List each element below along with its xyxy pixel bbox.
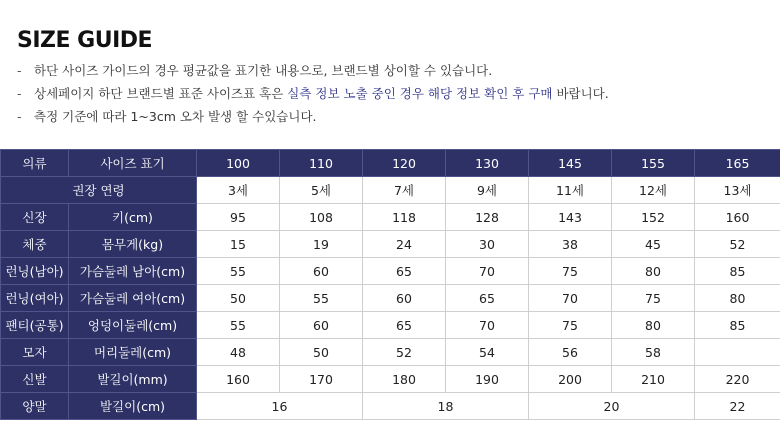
row-category-cell: 팬티(공통)	[1, 312, 69, 339]
table-cell: 3세	[197, 177, 280, 204]
note-highlight: 실측 정보 노출 중인 경우 해당 정보 확인 후 구매	[287, 86, 553, 101]
table-cell: 15	[197, 231, 280, 258]
row-measure-cell: 가슴둘레 여아(cm)	[69, 285, 197, 312]
table-cell: 70	[446, 312, 529, 339]
header-cell-size: 120	[363, 150, 446, 177]
size-table	[0, 149, 780, 420]
table-cell: 85	[695, 258, 780, 285]
note-dash: -	[17, 109, 22, 124]
note-text: 측정 기준에 따라 1~3cm 오차 발생 할 수있습니다.	[34, 109, 317, 124]
table-cell: 38	[529, 231, 612, 258]
table-cell: 20	[529, 393, 695, 420]
table-cell: 108	[280, 204, 363, 231]
table-cell: 5세	[280, 177, 363, 204]
table-cell: 60	[363, 285, 446, 312]
table-row	[1, 312, 780, 339]
table-cell: 30	[446, 231, 529, 258]
table-cell: 210	[612, 366, 695, 393]
table-cell: 16	[197, 393, 363, 420]
table-cell: 50	[280, 339, 363, 366]
table-cell: 80	[612, 312, 695, 339]
table-cell: 56	[529, 339, 612, 366]
table-cell: 220	[695, 366, 780, 393]
note-text: 하단 사이즈 가이드의 경우 평균값을 표기한 내용으로, 브랜드별 상이할 수 있습니다.	[34, 63, 493, 78]
table-row	[1, 285, 780, 312]
row-measure-cell: 엉덩이둘레(cm)	[69, 312, 197, 339]
header-cell-size: 100	[197, 150, 280, 177]
age-label-cell: 권장 연령	[1, 177, 197, 204]
table-row	[1, 204, 780, 231]
notes-list	[17, 62, 777, 131]
table-cell: 160	[695, 204, 780, 231]
note-item	[17, 62, 777, 85]
table-row	[1, 231, 780, 258]
table-cell: 58	[612, 339, 695, 366]
table-cell: 70	[529, 285, 612, 312]
table-row	[1, 339, 780, 366]
table-cell: 160	[197, 366, 280, 393]
table-cell: 48	[197, 339, 280, 366]
row-category-cell: 런닝(여아)	[1, 285, 69, 312]
table-cell: 50	[197, 285, 280, 312]
row-measure-cell: 머리둘레(cm)	[69, 339, 197, 366]
table-cell: 60	[280, 258, 363, 285]
table-cell: 95	[197, 204, 280, 231]
table-cell: 55	[197, 258, 280, 285]
table-cell: 143	[529, 204, 612, 231]
table-cell: 118	[363, 204, 446, 231]
table-cell: 55	[280, 285, 363, 312]
note-dash: -	[17, 86, 22, 101]
table-row	[1, 177, 780, 204]
header-cell-size: 145	[529, 150, 612, 177]
table-cell: 200	[529, 366, 612, 393]
table-cell: 180	[363, 366, 446, 393]
table-row	[1, 258, 780, 285]
row-category-cell: 신장	[1, 204, 69, 231]
table-row	[1, 366, 780, 393]
table-cell: 65	[446, 285, 529, 312]
table-cell: 13세	[695, 177, 780, 204]
table-cell: 11세	[529, 177, 612, 204]
table-cell: 128	[446, 204, 529, 231]
row-measure-cell: 가슴둘레 남아(cm)	[69, 258, 197, 285]
table-cell: 52	[363, 339, 446, 366]
table-cell: 75	[529, 258, 612, 285]
page-title: SIZE GUIDE	[17, 28, 153, 53]
table-row	[1, 393, 780, 420]
header-cell-size: 155	[612, 150, 695, 177]
table-cell: 24	[363, 231, 446, 258]
row-measure-cell: 키(cm)	[69, 204, 197, 231]
table-cell: 170	[280, 366, 363, 393]
table-cell: 80	[695, 285, 780, 312]
table-cell: 7세	[363, 177, 446, 204]
row-measure-cell: 몸무게(kg)	[69, 231, 197, 258]
row-category-cell: 모자	[1, 339, 69, 366]
table-cell: 65	[363, 258, 446, 285]
row-category-cell: 양말	[1, 393, 69, 420]
row-measure-cell: 발길이(cm)	[69, 393, 197, 420]
table-cell: 80	[612, 258, 695, 285]
header-cell-size: 110	[280, 150, 363, 177]
table-cell: 18	[363, 393, 529, 420]
table-cell	[695, 339, 780, 366]
note-item	[17, 85, 777, 108]
note-dash: -	[17, 63, 22, 78]
row-category-cell: 런닝(남아)	[1, 258, 69, 285]
table-cell: 19	[280, 231, 363, 258]
table-cell: 22	[695, 393, 780, 420]
row-category-cell: 체중	[1, 231, 69, 258]
table-cell: 190	[446, 366, 529, 393]
table-cell: 75	[612, 285, 695, 312]
header-row	[1, 150, 780, 177]
table-cell: 85	[695, 312, 780, 339]
table-cell: 9세	[446, 177, 529, 204]
note-item	[17, 108, 777, 131]
header-cell-category: 의류	[1, 150, 69, 177]
header-cell-size: 165	[695, 150, 780, 177]
table-cell: 54	[446, 339, 529, 366]
note-text: 상세페이지 하단 브랜드별 표준 사이즈표 혹은	[34, 86, 288, 101]
header-cell-size: 130	[446, 150, 529, 177]
table-cell: 60	[280, 312, 363, 339]
header-cell-size-label: 사이즈 표기	[69, 150, 197, 177]
table-cell: 75	[529, 312, 612, 339]
note-text: 바랍니다.	[552, 86, 609, 101]
table-cell: 45	[612, 231, 695, 258]
table-cell: 12세	[612, 177, 695, 204]
table-cell: 70	[446, 258, 529, 285]
row-category-cell: 신발	[1, 366, 69, 393]
table-cell: 152	[612, 204, 695, 231]
table-cell: 55	[197, 312, 280, 339]
table-cell: 65	[363, 312, 446, 339]
table-cell: 52	[695, 231, 780, 258]
row-measure-cell: 발길이(mm)	[69, 366, 197, 393]
